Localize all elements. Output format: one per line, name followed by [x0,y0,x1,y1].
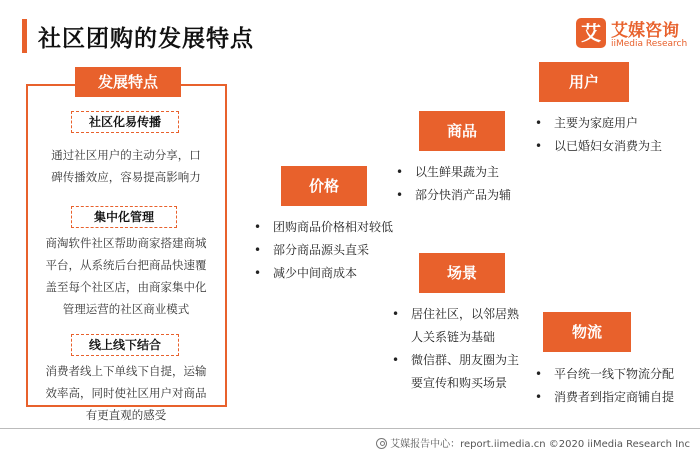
logo-text-en: iiMedia Research [611,39,688,49]
category-list-user [532,112,662,158]
category-box-price: 价格 [281,166,367,206]
category-box-logistics: 物流 [543,312,631,352]
feature-desc-o2o: 消费者线上下单线下自提，运输 效率高，同时使社区用户对商品 有更直观的感受 [45,364,207,422]
footer-divider [0,428,700,429]
feature-desc-centralized: 商淘软件社区帮助商家搭建商城 平台，从系统后台把商品快速覆 盖至每个社区店，由商家集中化 管理运营的社区商业模式 [45,236,207,316]
list-item: • 部分商品源头直采 [251,239,393,262]
feature-heading-centralized: 集中化管理 [71,206,177,228]
report-center-icon [376,438,387,449]
feature-heading-spread: 社区化易传播 [71,111,179,133]
list-item: • 主要为家庭用户 [532,112,662,135]
category-list-logistics [532,363,674,409]
feature-desc-spread: 通过社区用户的主动分享，口 碑传播效应，容易提高影响力 [51,148,201,184]
list-item: • 以已婚妇女消费为主 [532,135,662,158]
list-item-continuation: 要宣传和购买场景 [411,376,508,390]
footer [376,435,690,450]
list-item: • 微信群、朋友圈为主 [389,349,544,372]
footer-text: 艾媒报告中心：report.iimedia.cn ©2020 iiMedia Research Inc [390,439,690,450]
title-accent-bar [22,19,27,53]
list-item-continuation: 人关系链为基础 [411,330,496,344]
list-item: • 平台统一线下物流分配 [532,363,674,386]
category-list-scene [389,303,544,395]
list-item: • 居住社区，以邻居熟 [389,303,544,326]
category-box-goods: 商品 [419,111,505,151]
list-item: • 团购商品价格相对较低 [251,216,393,239]
category-list-price [251,216,393,285]
category-box-user: 用户 [539,62,629,102]
list-item: • 部分快消产品为辅 [393,184,511,207]
list-item: • 以生鲜果蔬为主 [393,161,511,184]
logo-mark-icon: 艾 [576,18,606,48]
category-box-scene: 场景 [419,253,505,293]
list-item: • 减少中间商成本 [251,262,393,285]
features-panel-title: 发展特点 [75,67,181,97]
list-item: • 消费者到指定商铺自提 [532,386,674,409]
brand-logo [576,18,694,54]
category-list-goods [393,161,511,207]
page-title: 社区团购的发展特点 [38,26,254,52]
logo-text-cn: 艾媒咨询 [611,21,679,41]
feature-heading-o2o: 线上线下结合 [71,334,179,356]
